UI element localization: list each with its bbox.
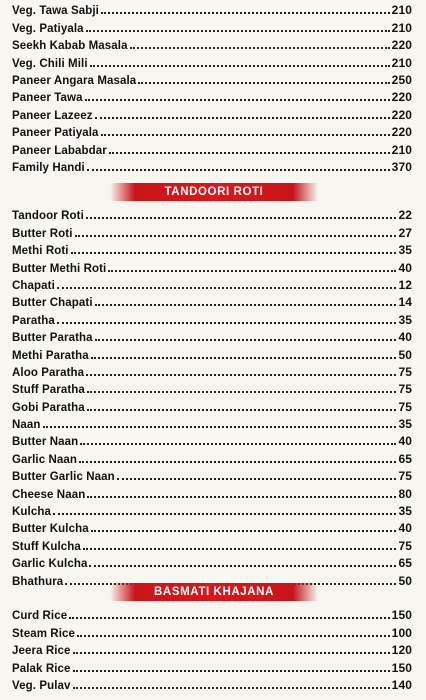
dot-leader <box>71 252 397 254</box>
item-name: Stuff Kulcha <box>12 540 81 553</box>
menu-item <box>12 52 412 69</box>
dot-leader <box>87 391 397 393</box>
dot-leader <box>57 322 397 324</box>
menu-item <box>12 605 412 622</box>
menu-item <box>12 292 412 309</box>
item-price: 370 <box>391 159 412 174</box>
dot-leader <box>85 99 390 101</box>
menu-item <box>12 483 412 500</box>
menu-item <box>12 0 412 17</box>
section-title: TANDOORI ROTI <box>164 186 264 198</box>
item-name: Curd Rice <box>12 610 68 623</box>
menu-item <box>12 448 412 465</box>
dot-leader <box>80 443 396 445</box>
menu-item <box>12 257 412 274</box>
item-price: 35 <box>398 417 412 432</box>
item-name: Butter Kulcha <box>12 523 89 536</box>
item-price: 27 <box>398 225 412 240</box>
item-price: 220 <box>391 38 412 53</box>
item-name: Palak Rice <box>12 662 71 675</box>
curry-list <box>12 0 412 174</box>
menu-item <box>12 535 412 552</box>
item-name: Kulcha <box>12 506 51 519</box>
item-name: Naan <box>12 419 41 432</box>
item-name: Cheese Naan <box>12 488 86 501</box>
item-price: 40 <box>398 434 412 449</box>
item-price: 150 <box>391 660 412 675</box>
dot-leader <box>87 169 390 171</box>
item-name: Gobi Paratha <box>12 401 85 414</box>
dot-leader <box>86 217 397 219</box>
item-name: Veg. Tawa Sabji <box>12 5 99 18</box>
item-name: Methi Paratha <box>12 349 89 362</box>
item-name: Veg. Patiyala <box>12 22 84 35</box>
menu-item <box>12 17 412 34</box>
dot-leader <box>77 635 390 637</box>
dot-leader <box>53 513 396 515</box>
item-name: Paratha <box>12 314 55 327</box>
item-price: 150 <box>391 608 412 623</box>
dot-leader <box>95 304 397 306</box>
item-name: Butter Methi Roti <box>12 262 107 275</box>
item-name: Butter Chapati <box>12 297 93 310</box>
dot-leader <box>86 374 396 376</box>
item-name: Jeera Rice <box>12 645 71 658</box>
menu-item <box>12 35 412 52</box>
dot-leader <box>57 287 397 289</box>
menu-item <box>12 518 412 535</box>
menu-item <box>12 87 412 104</box>
menu-item <box>12 379 412 396</box>
menu-item <box>12 327 412 344</box>
item-price: 75 <box>398 399 412 414</box>
dot-leader <box>79 461 396 463</box>
menu-item <box>12 414 412 431</box>
menu-item <box>12 222 412 239</box>
item-price: 100 <box>391 625 412 640</box>
dot-leader <box>43 426 397 428</box>
item-name: Garlic Naan <box>12 453 78 466</box>
section-banner-tandoori-roti <box>110 183 318 201</box>
item-price: 35 <box>398 504 412 519</box>
item-price: 40 <box>398 260 412 275</box>
item-name: Paneer Angara Masala <box>12 74 137 87</box>
item-name: Butter Naan <box>12 436 79 449</box>
item-price: 12 <box>398 277 412 292</box>
section-banner-basmati-khajana <box>110 583 318 601</box>
menu-item <box>12 104 412 121</box>
dot-leader <box>130 47 390 49</box>
item-price: 140 <box>391 677 412 692</box>
item-price: 75 <box>398 469 412 484</box>
menu-item <box>12 344 412 361</box>
item-price: 75 <box>398 538 412 553</box>
item-name: Steam Rice <box>12 627 76 640</box>
item-price: 65 <box>398 556 412 571</box>
dot-leader <box>73 670 390 672</box>
item-price: 75 <box>398 382 412 397</box>
item-name: Butter Paratha <box>12 332 93 345</box>
dot-leader <box>95 339 397 341</box>
item-price: 50 <box>398 573 412 588</box>
item-name: Chapati <box>12 279 55 292</box>
item-name: Veg. Chili Mili <box>12 57 88 70</box>
dot-leader <box>95 117 390 119</box>
item-name: Bhathura <box>12 575 64 588</box>
item-name: Paneer Tawa <box>12 92 83 105</box>
dot-leader <box>87 496 396 498</box>
menu-item <box>12 675 412 692</box>
dot-leader <box>91 357 397 359</box>
menu-item <box>12 501 412 518</box>
item-price: 210 <box>391 142 412 157</box>
menu-item <box>12 362 412 379</box>
menu-item <box>12 139 412 156</box>
item-price: 250 <box>391 72 412 87</box>
dot-leader <box>109 152 390 154</box>
item-price: 220 <box>391 90 412 105</box>
dot-leader <box>83 548 397 550</box>
dot-leader <box>75 235 397 237</box>
item-name: Paneer Lazeez <box>12 109 93 122</box>
menu-item <box>12 240 412 257</box>
item-price: 50 <box>398 347 412 362</box>
dot-leader <box>138 82 389 84</box>
item-name: Tandoor Roti <box>12 210 84 223</box>
menu-item <box>12 157 412 174</box>
tandoori-roti-list <box>12 205 412 588</box>
item-name: Garlic Kulcha <box>12 558 88 571</box>
item-price: 14 <box>398 295 412 310</box>
basmati-khajana-list <box>12 605 412 692</box>
menu-item <box>12 396 412 413</box>
item-name: Veg. Pulav <box>12 679 71 692</box>
dot-leader <box>73 652 390 654</box>
menu-item <box>12 622 412 639</box>
item-price: 22 <box>398 208 412 223</box>
item-price: 35 <box>398 312 412 327</box>
item-name: Butter Roti <box>12 227 73 240</box>
item-name: Seekh Kabab Masala <box>12 40 128 53</box>
item-name: Butter Garlic Naan <box>12 471 115 484</box>
dot-leader <box>101 12 390 14</box>
item-name: Family Handi <box>12 161 85 174</box>
menu-item <box>12 275 412 292</box>
item-price: 210 <box>391 55 412 70</box>
menu-item <box>12 553 412 570</box>
menu-item <box>12 122 412 139</box>
dot-leader <box>86 30 390 32</box>
dot-leader <box>87 409 397 411</box>
item-price: 210 <box>391 3 412 18</box>
item-price: 65 <box>398 451 412 466</box>
item-price: 220 <box>391 107 412 122</box>
menu-item <box>12 431 412 448</box>
menu-item <box>12 466 412 483</box>
item-price: 40 <box>398 330 412 345</box>
dot-leader <box>89 565 396 567</box>
item-price: 35 <box>398 243 412 258</box>
menu-item <box>12 70 412 87</box>
menu-item <box>12 657 412 674</box>
item-name: Paneer Patiyala <box>12 127 99 140</box>
item-price: 75 <box>398 364 412 379</box>
item-name: Stuff Paratha <box>12 384 85 397</box>
section-title: BASMATI KHAJANA <box>154 586 274 598</box>
item-name: Paneer Lababdar <box>12 144 107 157</box>
item-price: 120 <box>391 643 412 658</box>
item-price: 220 <box>391 125 412 140</box>
menu-item <box>12 205 412 222</box>
item-price: 210 <box>391 20 412 35</box>
item-price: 40 <box>398 521 412 536</box>
dot-leader <box>117 478 397 480</box>
item-name: Methi Roti <box>12 245 69 258</box>
dot-leader <box>101 134 390 136</box>
menu-item <box>12 309 412 326</box>
item-price: 80 <box>398 486 412 501</box>
menu-item <box>12 640 412 657</box>
dot-leader <box>73 687 390 689</box>
dot-leader <box>91 530 397 532</box>
item-name: Aloo Paratha <box>12 366 85 379</box>
dot-leader <box>108 270 396 272</box>
dot-leader <box>69 617 389 619</box>
dot-leader <box>90 65 390 67</box>
